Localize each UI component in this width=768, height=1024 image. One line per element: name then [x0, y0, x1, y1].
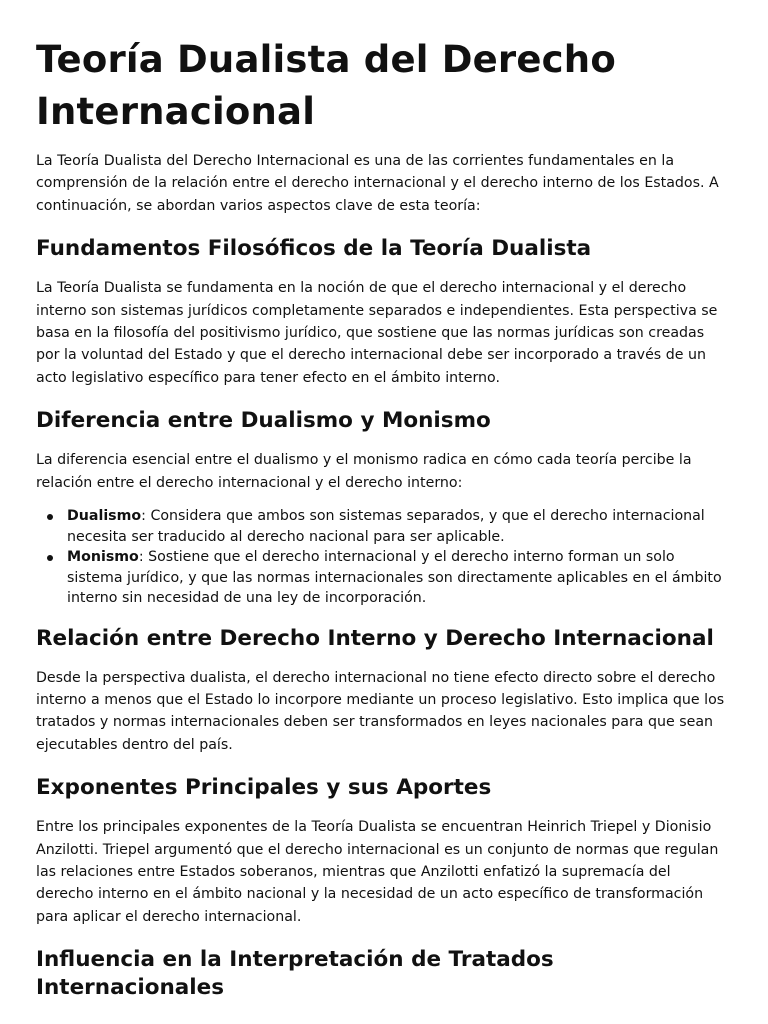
list-text: : Considera que ambos son sistemas separados, y que el derecho internacional necesita ser traducido al derecho nacional para ser aplicable. — [67, 508, 705, 545]
section-paragraph-fundamentos: La Teoría Dualista se fundamenta en la noción de que el derecho internacional y el derecho interno son sistemas jurídicos completamente separados e independientes. Esta perspectiva se basa en la filosofía del positivismo jurídico, que sostiene que las normas jurídicas son creadas por la voluntad del Estado y que el derecho internacional debe ser incorporado a través de un acto legislativo específico para tener efecto en el ámbito interno. — [36, 280, 718, 386]
intro-paragraph: La Teoría Dualista del Derecho Internacional es una de las corrientes fundamentales en la comprensión de la relación entre el derecho internacional y el derecho interno de los Estados. A continuación, se abordan varios aspectos clave de esta teoría: — [36, 153, 719, 214]
list-item-dualismo — [67, 506, 732, 547]
section-heading-diferencia: Diferencia entre Dualismo y Monismo — [36, 408, 491, 434]
list-term: Monismo — [67, 549, 139, 566]
bullet-icon — [47, 514, 53, 520]
section-heading-relacion: Relación entre Derecho Interno y Derecho Internacional — [36, 625, 714, 651]
list-text: : Sostiene que el derecho internacional y el derecho interno forman un solo sistema jurídico, y que las normas internacionales son directamente aplicables en el ámbito interno sin necesidad de una ley de incorporación. — [67, 549, 722, 607]
page-title: Teoría Dualista del Derecho Internacional — [36, 38, 616, 133]
section-heading-exponentes: Exponentes Principales y sus Aportes — [36, 775, 492, 801]
section-paragraph-exponentes: Entre los principales exponentes de la Teoría Dualista se encuentran Heinrich Triepel y Dionisio Anzilotti. Triepel argumentó que el derecho internacional es un conjunto de normas que regulan las relaciones entre Estados soberanos, mientras que Anzilotti enfatizó la supremacía del derecho interno en el ámbito nacional y la necesidad de un acto específico de transformación para aplicar el derecho internacional. — [36, 819, 719, 925]
list-item-monismo — [67, 547, 732, 609]
section-paragraph-diferencia: La diferencia esencial entre el dualismo y el monismo radica en cómo cada teoría percibe la relación entre el derecho internacional y el derecho interno: — [36, 452, 692, 491]
section-heading-fundamentos: Fundamentos Filosóficos de la Teoría Dualista — [36, 236, 592, 262]
section-paragraph-relacion: Desde la perspectiva dualista, el derecho internacional no tiene efecto directo sobre el derecho interno a menos que el Estado lo incorpore mediante un proceso legislativo. Esto implica que los tratados y normas internacionales deben ser transformados en leyes nacionales para que sean ejecutables dentro del país. — [36, 669, 725, 753]
comparison-list — [36, 506, 732, 609]
list-term: Dualismo — [67, 508, 142, 525]
section-heading-influencia: Influencia en la Interpretación de Tratados Internacionales — [36, 947, 554, 1001]
bullet-icon — [47, 555, 53, 561]
